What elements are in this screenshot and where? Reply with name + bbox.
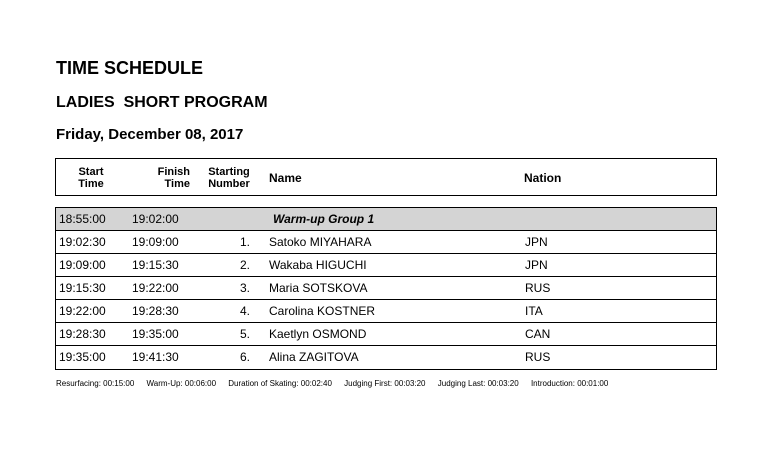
skater-nation: JPN (525, 235, 548, 249)
skater-name: Carolina KOSTNER (269, 304, 376, 318)
table-row (56, 346, 716, 369)
footer-introduction: Introduction: 00:01:00 (530, 379, 609, 388)
header-finish-line1: Finish (157, 166, 190, 178)
start-time: 19:02:30 (59, 235, 106, 249)
start-time: 19:09:00 (59, 258, 106, 272)
start-time: 19:35:00 (59, 350, 106, 364)
header-start-time (72, 166, 110, 190)
starting-number: 4. (239, 304, 250, 318)
event-date: Friday, December 08, 2017 (56, 126, 244, 143)
page-title: TIME SCHEDULE (56, 58, 204, 78)
header-start-line1: Start (78, 166, 104, 178)
header-nation: Nation (524, 171, 562, 185)
skater-name: Kaetlyn OSMOND (269, 327, 367, 341)
starting-number: 2. (239, 258, 250, 272)
table-row (56, 231, 716, 254)
finish-time: 19:41:30 (132, 350, 179, 364)
skater-name: Alina ZAGITOVA (269, 350, 359, 364)
group-finish-time: 19:02:00 (132, 212, 179, 226)
skater-nation: CAN (525, 327, 551, 341)
table-row (56, 254, 716, 277)
timing-footer (56, 379, 618, 388)
group-label: Warm-up Group 1 (273, 212, 375, 226)
start-time: 19:15:30 (59, 281, 106, 295)
footer-judging-last: Judging Last: 00:03:20 (437, 379, 519, 388)
footer-warmup: Warm-Up: 00:06:00 (146, 379, 217, 388)
header-finish-time (140, 166, 190, 190)
group-start-time: 18:55:00 (59, 212, 106, 226)
header-name: Name (269, 171, 302, 185)
finish-time: 19:35:00 (132, 327, 179, 341)
finish-time: 19:09:00 (132, 235, 179, 249)
table-row (56, 323, 716, 346)
skater-nation: RUS (525, 281, 551, 295)
finish-time: 19:22:00 (132, 281, 179, 295)
table-row (56, 277, 716, 300)
footer-judging-first: Judging First: 00:03:20 (344, 379, 426, 388)
finish-time: 19:28:30 (132, 304, 179, 318)
skater-name: Wakaba HIGUCHI (269, 258, 367, 272)
starting-number: 1. (239, 235, 250, 249)
footer-resurfacing: Resurfacing: 00:15:00 (56, 379, 135, 388)
starting-number: 5. (239, 327, 250, 341)
event-title: LADIES SHORT PROGRAM (56, 94, 268, 111)
footer-duration: Duration of Skating: 00:02:40 (228, 379, 332, 388)
schedule-table (55, 207, 717, 370)
start-time: 19:28:30 (59, 327, 106, 341)
header-start-line2: Time (78, 178, 104, 190)
skater-nation: RUS (525, 350, 551, 364)
finish-time: 19:15:30 (132, 258, 179, 272)
warmup-group-row (56, 208, 716, 231)
skater-name: Maria SOTSKOVA (269, 281, 368, 295)
header-starting-line1: Starting (208, 166, 250, 178)
table-row (56, 300, 716, 323)
header-starting-line2: Number (208, 178, 250, 190)
skater-nation: JPN (525, 258, 548, 272)
starting-number: 6. (239, 350, 250, 364)
skater-name: Satoko MIYAHARA (269, 235, 372, 249)
start-time: 19:22:00 (59, 304, 106, 318)
header-starting-number (204, 166, 254, 190)
skater-nation: ITA (525, 304, 543, 318)
table-header (55, 158, 717, 196)
header-finish-line2: Time (164, 178, 190, 190)
starting-number: 3. (239, 281, 250, 295)
